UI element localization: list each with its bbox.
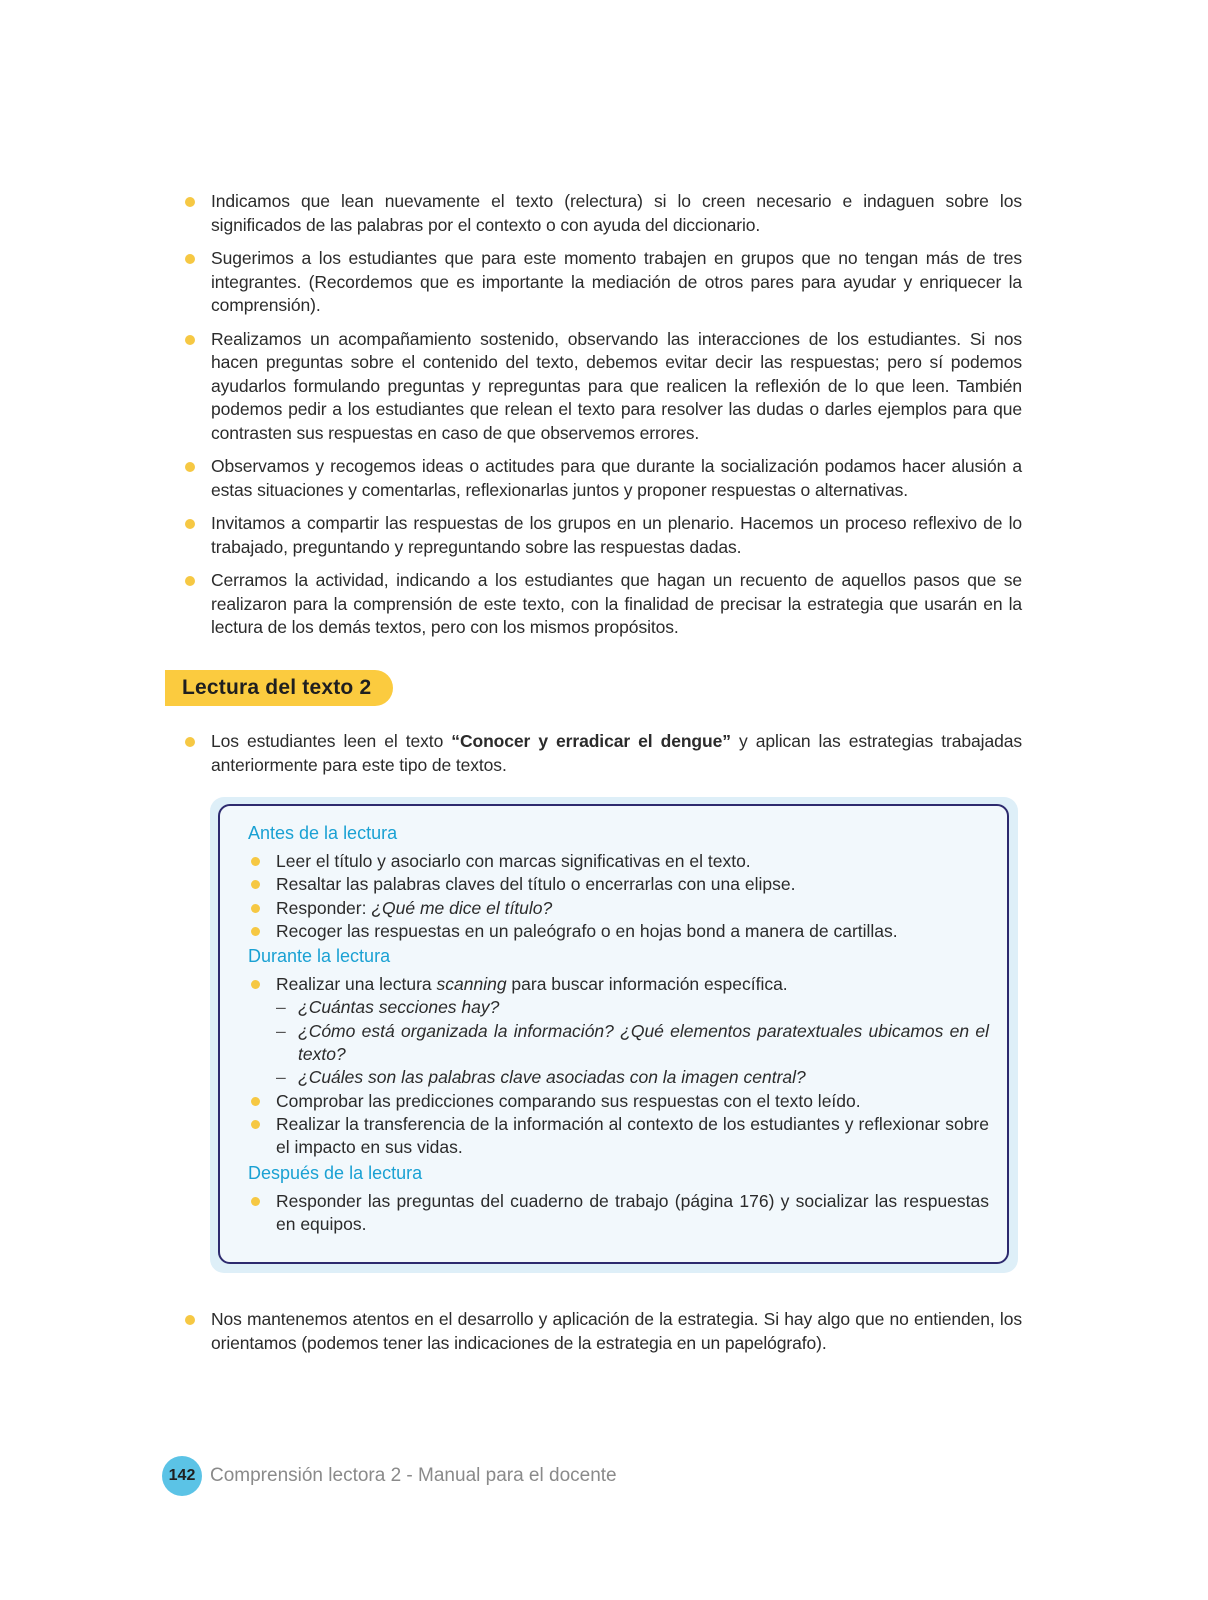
durante-list bbox=[248, 973, 989, 1159]
bullet-dot-icon bbox=[251, 1097, 260, 1106]
list-item: Nos mantenemos atentos en el desarrollo y aplicación de la estrategia. Si hay algo que no entienden, los orientamos (podemos tener las indicaciones de la estrategia en un papelógrafo). bbox=[185, 1308, 1022, 1355]
list-item: Observamos y recogemos ideas o actitudes para que durante la socialización podamos hacer alusión a estas situaciones y comentarlas, reflexionarlas juntos y proponer respuestas o alternativas. bbox=[185, 455, 1022, 502]
sub-list-item: – ¿Cuántas secciones hay? bbox=[276, 996, 989, 1019]
bullet-dot-icon bbox=[251, 880, 260, 889]
sub-list-item: – ¿Cuáles son las palabras clave asociadas con la imagen central? bbox=[276, 1066, 989, 1089]
list-item: Responder: ¿Qué me dice el título? bbox=[248, 897, 989, 920]
section-title-tab bbox=[165, 670, 393, 706]
list-item: Sugerimos a los estudiantes que para este momento trabajen en grupos que no tengan más de tres integrantes. (Recordemos que es importante la mediación de otros pares para ayudar y enriquecer la comprensión). bbox=[185, 247, 1022, 318]
list-item: Realizar una lectura scanning para buscar información específica. – ¿Cuántas secciones hay? – ¿Cómo está organizada la información? ¿Qué elementos paratextuales ubicamos en el texto? – ¿Cuáles son las palabras clave asociadas con la imagen central? bbox=[248, 973, 989, 1089]
bullet-dot-icon bbox=[251, 904, 260, 913]
footer-title: Comprensión lectora 2 - Manual para el docente bbox=[210, 1465, 617, 1486]
intro-text-after: y aplican las estrategias trabajadas anteriormente para este tipo de textos. bbox=[211, 731, 1023, 775]
closing-list bbox=[185, 1308, 1022, 1365]
intro-text-before: Los estudiantes leen el texto bbox=[211, 731, 452, 751]
bullet-dot-icon bbox=[251, 1197, 260, 1206]
bullet-dot-icon bbox=[185, 737, 195, 747]
bullet-dot-icon bbox=[251, 857, 260, 866]
list-item: Indicamos que lean nuevamente el texto (relectura) si lo creen necesario e indaguen sobre los significados de las palabras por el contexto o con ayuda del diccionario. bbox=[185, 190, 1022, 237]
list-item: Leer el título y asociarlo con marcas significativas en el texto. bbox=[248, 850, 989, 873]
bullet-dot-icon bbox=[185, 576, 195, 586]
list-item: Resaltar las palabras claves del título o encerrarlas con una elipse. bbox=[248, 873, 989, 896]
strategy-box bbox=[218, 804, 1009, 1264]
list-item: Comprobar las predicciones comparando sus respuestas con el texto leído. bbox=[248, 1090, 989, 1113]
antes-list bbox=[248, 850, 989, 943]
bullet-dot-icon bbox=[185, 254, 195, 264]
dash-icon: – bbox=[276, 997, 286, 1018]
instruction-list bbox=[185, 190, 1022, 650]
bullet-dot-icon bbox=[251, 1120, 260, 1129]
list-item: Recoger las respuestas en un paleógrafo o en hojas bond a manera de cartillas. bbox=[248, 920, 989, 943]
dash-icon: – bbox=[276, 1067, 286, 1088]
heading-durante: Durante la lectura bbox=[248, 946, 391, 967]
bullet-dot-icon bbox=[185, 519, 195, 529]
list-item: Realizar la transferencia de la información al contexto de los estudiantes y reflexionar sobre el impacto en sus vidas. bbox=[248, 1113, 989, 1160]
bullet-dot-icon bbox=[251, 927, 260, 936]
list-item: Realizamos un acompañamiento sostenido, observando las interacciones de los estudiantes. Si nos hacen preguntas sobre el contenido del texto, debemos evitar decir las respuestas; pero sí podemos ayudarlos formulando preguntas y repreguntas para que realicen la reflexión de lo que leen. También podemos pedir a los estudiantes que relean el texto para resolver las dudas o darles ejemplos para que contrasten sus respuestas en caso de que observemos errores. bbox=[185, 328, 1022, 446]
reading-title: “Conocer y erradicar el dengue” bbox=[451, 731, 731, 751]
sub-list-item: – ¿Cómo está organizada la información? ¿Qué elementos paratextuales ubicamos en el texto? bbox=[276, 1020, 989, 1065]
sub-question-list bbox=[276, 996, 989, 1089]
list-item bbox=[185, 730, 1022, 777]
despues-list bbox=[248, 1190, 989, 1237]
list-item: Cerramos la actividad, indicando a los estudiantes que hagan un recuento de aquellos pasos que se realizaron para la comprensión de este texto, con la finalidad de precisar la estrategia que usarán en la lectura de los demás textos, pero con los mismos propósitos. bbox=[185, 569, 1022, 640]
list-item: Responder las preguntas del cuaderno de trabajo (página 176) y socializar las respuestas en equipos. bbox=[248, 1190, 989, 1237]
intro-list bbox=[185, 730, 1022, 787]
list-item: Invitamos a compartir las respuestas de los grupos en un plenario. Hacemos un proceso reflexivo de lo trabajado, preguntando y repreguntando sobre las respuestas dadas. bbox=[185, 512, 1022, 559]
bullet-dot-icon bbox=[251, 980, 260, 989]
heading-despues: Después de la lectura bbox=[248, 1162, 423, 1183]
page-number: 142 bbox=[162, 1456, 202, 1496]
bullet-dot-icon bbox=[185, 462, 195, 472]
heading-antes: Antes de la lectura bbox=[248, 823, 398, 843]
page-footer bbox=[162, 1456, 617, 1496]
dash-icon: – bbox=[276, 1020, 286, 1041]
bullet-dot-icon bbox=[185, 197, 195, 207]
section-title: Lectura del texto 2 bbox=[182, 676, 372, 699]
bullet-dot-icon bbox=[185, 335, 195, 345]
bullet-dot-icon bbox=[185, 1315, 195, 1325]
